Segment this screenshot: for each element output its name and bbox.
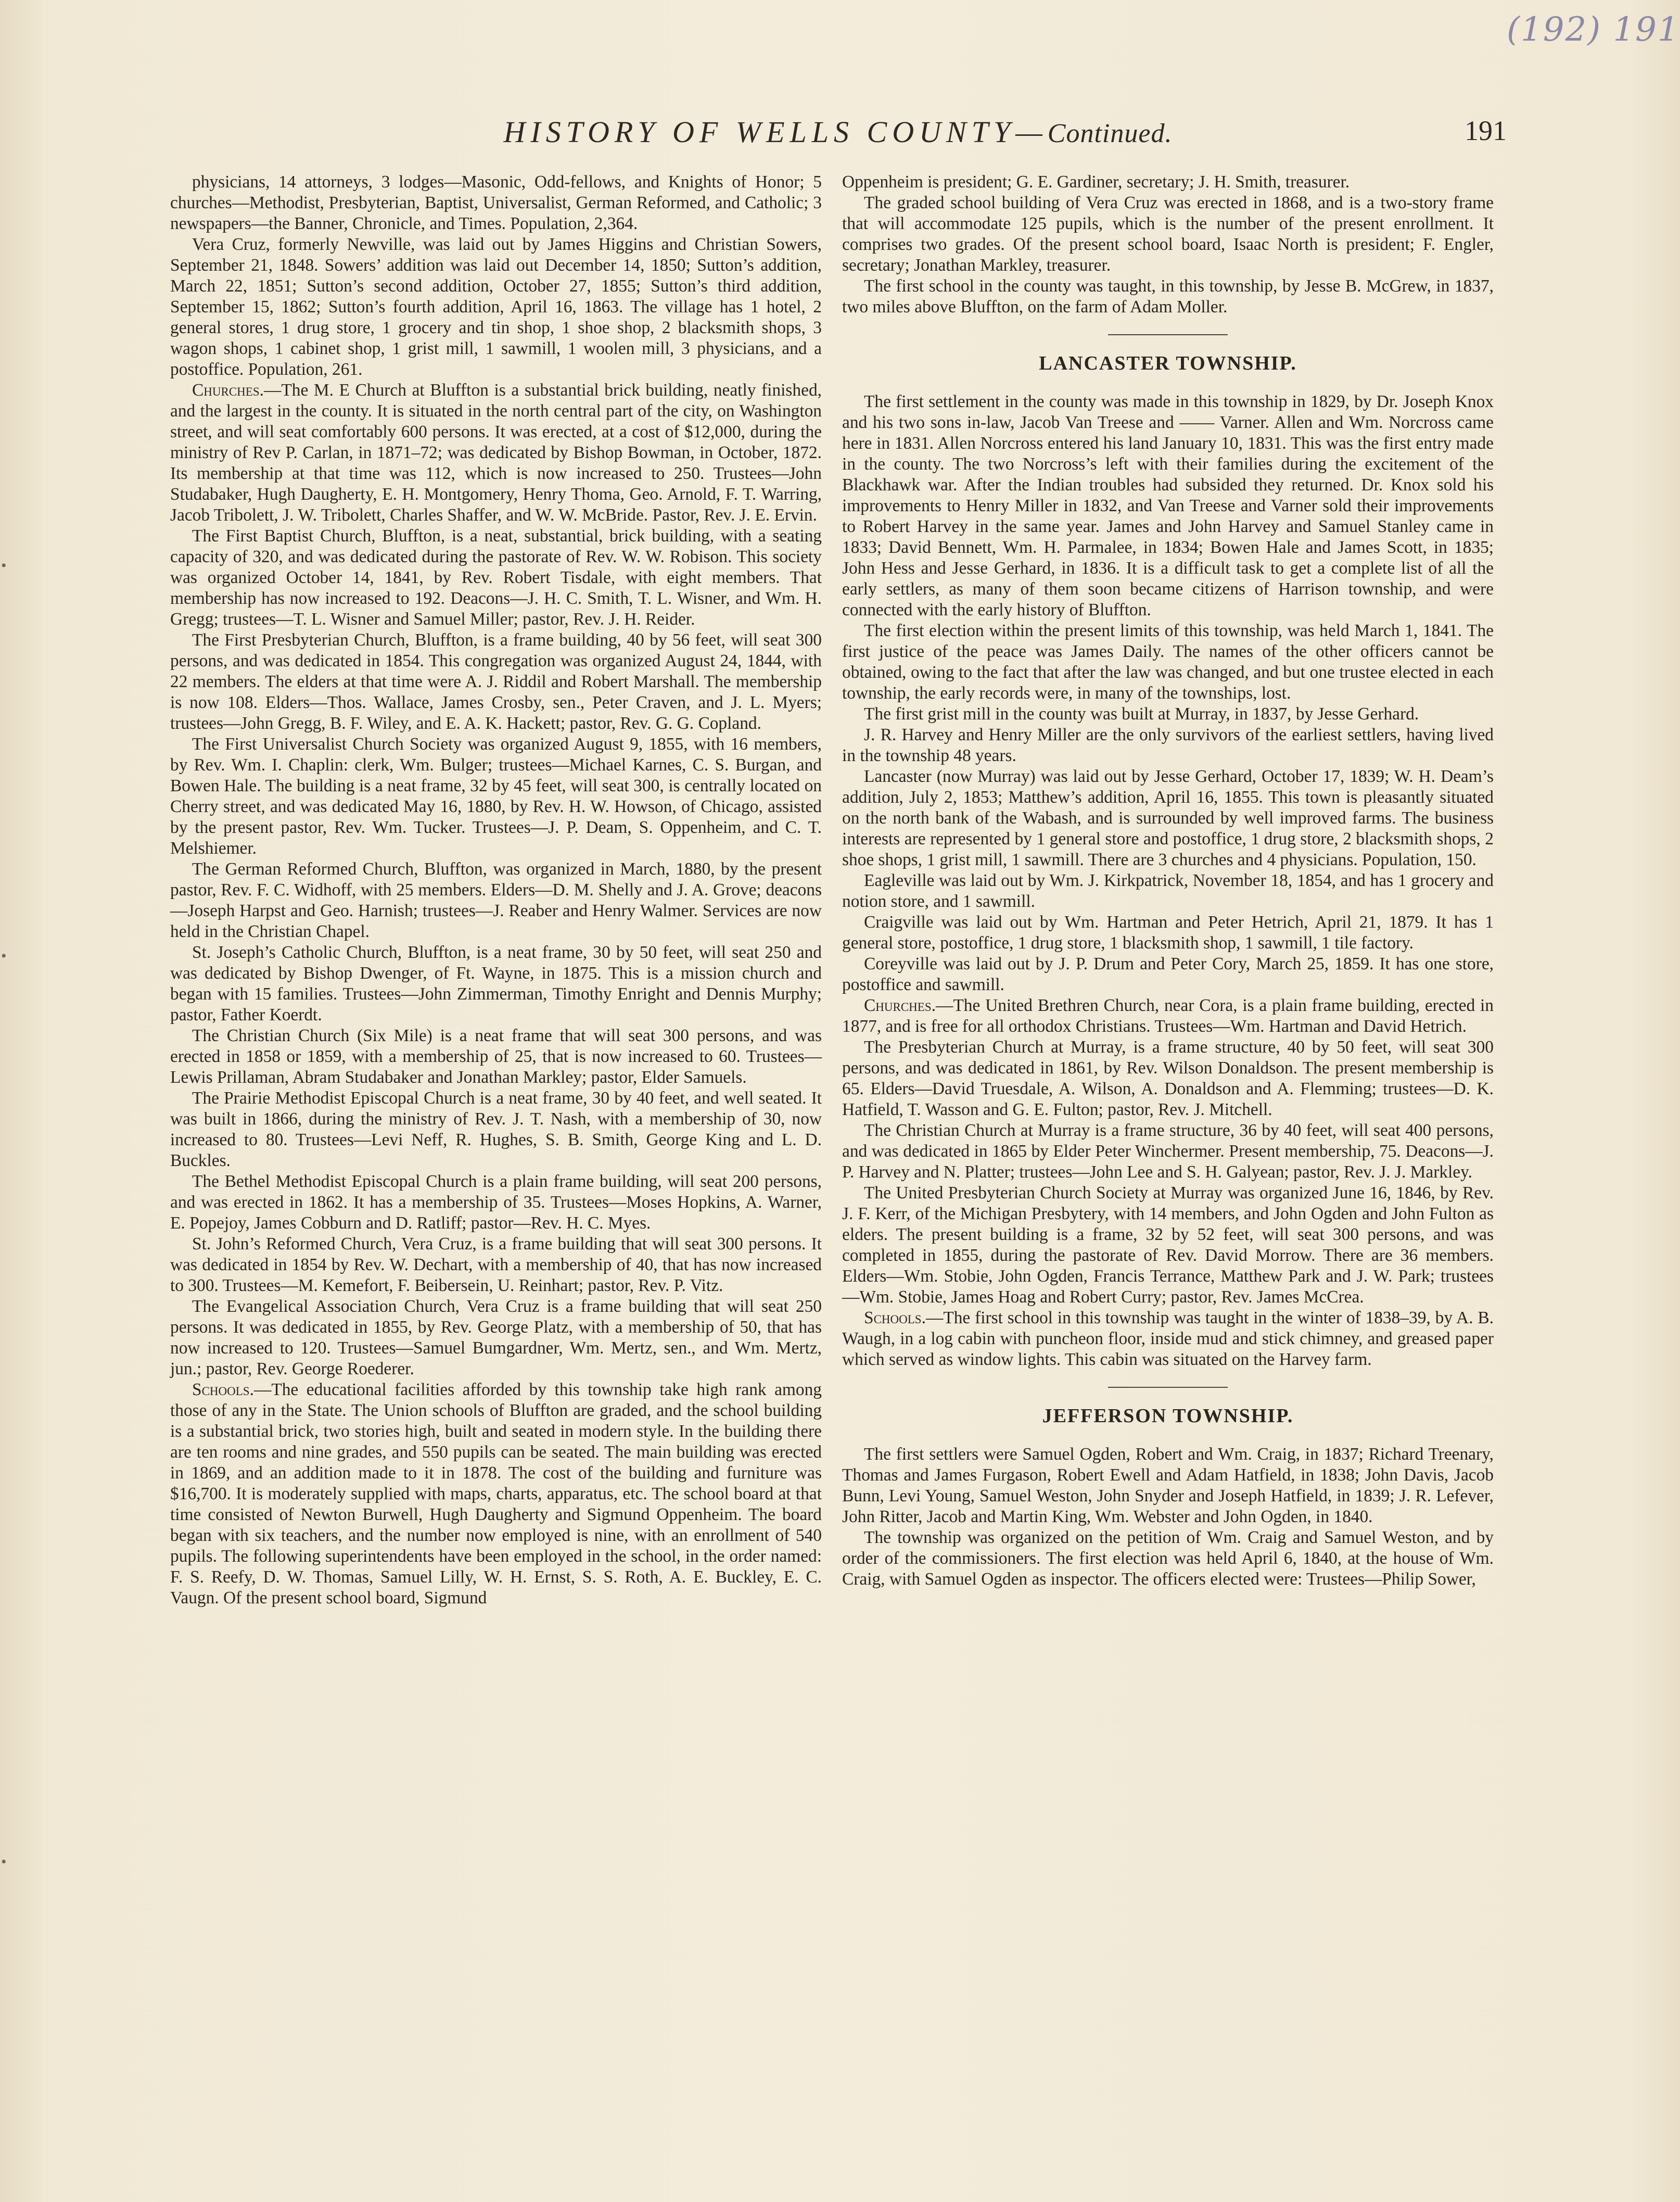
paragraph-text: Vera Cruz, formerly Newville, was laid out by James Higgins and Christian Sowers, September 21, 1848. Sowers’ addition was laid out December 14, 1850; Sutton’s addition, March 22, 1851; Sutton’s second addition, October 27, 1855; Sutton’s third addition, September 15, 1862; Sutton’s fourth addition, April 16, 1863. The village has 1 hotel, 2 general stores, 1 drug store, 1 grocery and tin shop, 1 shoe shop, 2 blacksmith shops, 3 wagon shops, 1 cabinet shop, 1 grist mill, 1 sawmill, 1 woolen mill, 3 physicians, and a postoffice. Population, 261. <box>170 235 822 379</box>
margin-mark: • <box>1 1853 7 1870</box>
right-column-continuation <box>842 172 1494 318</box>
paragraph <box>842 621 1494 704</box>
margin-mark: • <box>1 947 7 965</box>
margin-mark: • <box>1 557 7 574</box>
paragraph <box>842 1308 1494 1370</box>
paragraph-text: J. R. Harvey and Henry Miller are the only survivors of the earliest settlers, having lived in the township 48 years. <box>842 725 1494 765</box>
paragraph <box>842 1037 1494 1120</box>
paragraph-text: The German Reformed Church, Bluffton, was organized in March, 1880, by the present pastor, Rev. F. C. Widhoff, with 25 members. Elders—D. M. Shelly and J. A. Grove; deacons—Joseph Harpst and Geo. Harnish; trustees—J. Reaber and Henry Walmer. Services are now held in the Christian Chapel. <box>170 859 822 941</box>
paragraph <box>170 234 822 380</box>
paragraph-text: —The educational facilities afforded by this township take high rank among those of any in the State. The Union schools of Bluffton are graded, and the school building is a substantial brick, two stories high, built and seated in modern style. In the building there are ten rooms and nine grades, and 550 pupils can be seated. The main building was erected in 1869, and an addition made to it in 1878. The cost of the building and furniture was $16,700. It is moderately supplied with maps, charts, apparatus, etc. The school board at that time consisted of Newton Burwell, Hugh Daugherty and Sigmund Oppenheim. The board began with six teachers, and the number now employed is nine, with an enrollment of 540 pupils. The following superintendents have been employed in the school, in the order named: F. S. Reefy, D. W. Thomas, Samuel Lilly, W. H. Ernst, S. S. Roth, A. E. Buckley, E. C. Vaugn. Of the present school board, Sigmund <box>170 1380 822 1608</box>
running-title <box>169 115 1507 149</box>
paragraph <box>842 766 1494 870</box>
paragraph <box>842 1120 1494 1183</box>
paragraph-text: Craigville was laid out by Wm. Hartman and Peter Hetrich, April 21, 1879. It has 1 general store, postoffice, 1 drug store, 1 blacksmith shop, 1 sawmill, 1 tile factory. <box>842 913 1494 953</box>
jefferson-section <box>842 1444 1494 1590</box>
paragraph-text: St. John’s Reformed Church, Vera Cruz, is a frame building that will seat 300 persons. It was dedicated in 1854 by Rev. W. Dechart, with a membership of 40, that has now increased to 300. Trustees—M. Kemefort, F. Beibersein, U. Reinhart; pastor, Rev. P. Vitz. <box>170 1234 822 1295</box>
paragraph-text: Coreyville was laid out by J. P. Drum and Peter Cory, March 25, 1859. It has one store, postoffice and sawmill. <box>842 954 1494 994</box>
paragraph-text: —The United Brethren Church, near Cora, is a plain frame building, erected in 1877, and is free for all orthodox Christians. Trustees—Wm. Hartman and David Hetrich. <box>842 996 1494 1036</box>
paragraph-text: The Christian Church (Six Mile) is a neat frame that will seat 300 persons, and was erected in 1858 or 1859, with a membership of 25, that is now increased to 60. Trustees—Lewis Prillaman, Abram Studabaker and Jonathan Markley; pastor, Elder Samuels. <box>170 1026 822 1087</box>
paragraph <box>842 172 1494 193</box>
paragraph <box>170 734 822 859</box>
paragraph <box>170 1026 822 1088</box>
paragraph-text: The Bethel Methodist Episcopal Church is a plain frame building, will seat 200 persons, and was erected in 1862. It has a membership of 35. Trustees—Moses Hopkins, A. Warner, E. Popejoy, James Cobburn and D. Ratliff; pastor—Rev. H. C. Myes. <box>170 1172 822 1233</box>
paragraph <box>170 172 822 234</box>
right-column <box>842 172 1494 1590</box>
lancaster-section <box>842 391 1494 1370</box>
paragraph-text: The United Presbyterian Church Society at Murray was organized June 16, 1846, by Rev. J. F. Kerr, of the Michigan Presbytery, with 14 members, and John Ogden and John Fulton as elders. The present building is a frame, 32 by 52 feet, will seat 300 persons, and was completed in 1855, during the pastorate of Rev. David Morrow. There are 36 members. Elders—Wm. Stobie, John Ogden, Francis Terrance, Matthew Park and J. W. Park; trustees—Wm. Stobie, James Hoag and Robert Curry; pastor, Rev. James McCrea. <box>842 1183 1494 1307</box>
paragraph-text: St. Joseph’s Catholic Church, Bluffton, is a neat frame, 30 by 50 feet, will seat 250 and was dedicated by Bishop Dwenger, of Ft. Wayne, in 1875. This is a mission church and began with 15 families. Trustees—John Zimmerman, Timothy Enright and Dennis Murphy; pastor, Father Koerdt. <box>170 943 822 1024</box>
paragraph-text: The first school in the county was taught, in this township, by Jesse B. McGrew, in 1837, two miles above Bluffton, on the farm of Adam Moller. <box>842 276 1494 317</box>
section-divider <box>1108 334 1228 335</box>
paragraph <box>170 1296 822 1380</box>
paragraph-text: The first settlement in the county was made in this township in 1829, by Dr. Joseph Knox and his two sons in-law, Jacob Van Treese and —— Varner. Allen and Wm. Norcross came here in 1831. Allen Norcross entered his land January 10, 1831. This was the first entry made in the county. The two Norcross’s left with their families during the excitement of the Blackhawk war. After the Indian troubles had subsided they returned. Dr. Knox sold his improvements to Henry Miller in 1832, and Van Treese and Varner sold their improvements to Robert Harvey in the same year. James and John Harvey and Samuel Stanley came in 1833; David Bennett, Wm. H. Parmalee, in 1834; Bowen Hale and James Scott, in 1835; John Hess and Jesse Gerhard, in 1836. It is a difficult task to get a complete list of all the early settlers, as many of them soon became citizens of Harrison township, and were connected with the early history of Bluffton. <box>842 392 1494 619</box>
paragraph <box>842 704 1494 725</box>
paragraph-text: The First Presbyterian Church, Bluffton, is a frame building, 40 by 56 feet, will seat 300 persons, and was dedicated in 1854. This congregation was organized August 24, 1844, with 22 members. The elders at that time were A. J. Riddil and Robert Marshall. The membership is now 108. Elders—Thos. Wallace, James Crosby, sen., Peter Craven, and J. L. Myers; trustees—John Gregg, B. F. Wiley, and E. A. K. Hackett; pastor, Rev. G. G. Copland. <box>170 630 822 733</box>
section-divider <box>1108 1387 1228 1388</box>
paragraph-text: The Evangelical Association Church, Vera Cruz is a frame building that will seat 250 persons. It was dedicated in 1855, by Rev. George Platz, with a membership of 50, that has now increased to 120. Trustees—Samuel Bumgardner, Wm. Mertz, sen., and Wm. Mertz, jun.; pastor, Rev. George Roederer. <box>170 1297 822 1378</box>
paragraph <box>170 859 822 942</box>
paragraph-text: The first election within the present limits of this township, was held March 1, 1841. The first justice of the peace was James Daily. The names of the other officers cannot be obtained, owing to the fact that after the law was changed, and but one trustee elected in each township, the early records were, in many of the townships, lost. <box>842 621 1494 703</box>
paragraph <box>170 1171 822 1234</box>
paragraph <box>170 630 822 734</box>
paragraph <box>842 391 1494 621</box>
paragraph <box>170 380 822 526</box>
paragraph-lead: Schools. <box>192 1380 254 1399</box>
paragraph <box>842 1527 1494 1590</box>
paragraph <box>842 912 1494 954</box>
paragraph <box>842 1444 1494 1527</box>
paragraph <box>170 1088 822 1171</box>
page-number: 191 <box>1465 115 1507 146</box>
section-heading-lancaster: LANCASTER TOWNSHIP. <box>1039 352 1297 374</box>
paragraph-text: The township was organized on the petition of Wm. Craig and Samuel Weston, and by order of the commissioners. The first election was held April 6, 1840, at the house of Wm. Craig, with Samuel Ogden as inspector. The officers elected were: Trustees—Philip Sower, <box>842 1528 1494 1589</box>
paragraph-lead: Churches. <box>192 381 264 400</box>
left-column <box>170 172 822 1609</box>
paragraph-text: The Prairie Methodist Episcopal Church is a neat frame, 30 by 40 feet, and well seated. It was built in 1866, during the ministry of Rev. J. T. Nash, with a membership of 30, now increased to 80. Trustees—Levi Neff, R. Hughes, S. B. Smith, George King and L. D. Buckles. <box>170 1089 822 1170</box>
paragraph-text: The Christian Church at Murray is a frame structure, 36 by 40 feet, will seat 400 persons, and was dedicated in 1865 by Elder Peter Winchermer. Present membership, 75. Deacons—J. P. Harvey and N. Platter; trustees—John Lee and S. H. Galyean; pastor, Rev. J. J. Markley. <box>842 1121 1494 1182</box>
paragraph <box>170 942 822 1026</box>
paragraph-text: The First Baptist Church, Bluffton, is a neat, substantial, brick building, with a seating capacity of 320, and was dedicated during the pastorate of Rev. W. W. Robison. This society was organized October 14, 1841, by Rev. Robert Tisdale, with eight members. That membership has now increased to 192. Deacons—J. H. C. Smith, T. L. Wisner, and Wm. H. Gregg; trustees—T. L. Wisner and Samuel Miller; pastor, Rev. J. H. Reider. <box>170 526 822 629</box>
paragraph-text: —The first school in this township was taught in the winter of 1838–39, by A. B. Waugh, in a log cabin with puncheon floor, inside mud and stick chimney, and greased paper which served as window lights. This cabin was situated on the Harvey farm. <box>842 1308 1494 1369</box>
section-heading-jefferson: JEFFERSON TOWNSHIP. <box>1042 1405 1294 1427</box>
paragraph-text: —The M. E Church at Bluffton is a substantial brick building, neatly finished, and the largest in the county. It is situated in the north central part of the city, on Washington street, and will seat comfortably 600 persons. It was erected, at a cost of $12,000, during the ministry of Rev P. Carlan, in 1871–72; was dedicated by Bishop Bowman, in October, 1872. Its membership at that time was 112, which is now increased to 250. Trustees—John Studabaker, Hugh Daugherty, E. H. Montgomery, Henry Thoma, Geo. Arnold, F. T. Warring, Jacob Tribolett, J. W. Tribolett, Charles Shaffer, and W. W. McBride. Pastor, Rev. J. E. Ervin. <box>170 381 822 525</box>
running-title-main: HISTORY OF WELLS COUNTY— <box>503 115 1048 149</box>
paragraph <box>170 1380 822 1609</box>
paragraph-text: The graded school building of Vera Cruz was erected in 1868, and is a two-story frame that will accommodate 125 pupils, which is the number of the present enrollment. It comprises two grades. Of the present school board, Isaac North is president; F. Engler, secretary; Jonathan Markley, treasurer. <box>842 193 1494 275</box>
paragraph <box>842 276 1494 318</box>
paragraph-text: The first grist mill in the county was built at Murray, in 1837, by Jesse Gerhard. <box>864 704 1419 724</box>
running-title-continued: Continued. <box>1047 119 1173 148</box>
paragraph <box>842 725 1494 766</box>
paragraph <box>170 1234 822 1296</box>
paragraph-lead: Churches. <box>864 996 936 1015</box>
paragraph-text: Eagleville was laid out by Wm. J. Kirkpatrick, November 18, 1854, and has 1 grocery and notion store, and 1 sawmill. <box>842 871 1494 911</box>
paragraph <box>842 995 1494 1037</box>
pencil-page-note: (192) 191 <box>1507 10 1680 49</box>
paragraph <box>842 870 1494 912</box>
paragraph-text: The first settlers were Samuel Ogden, Robert and Wm. Craig, in 1837; Richard Treenary, Thomas and James Furgason, Robert Ewell and Adam Hatfield, in 1838; John Davis, Jacob Bunn, Levi Young, Samuel Weston, John Snyder and Joseph Hatfield, in 1839; J. R. Lefever, John Ritter, Jacob and Martin King, Wm. Webster and John Ogden, in 1840. <box>842 1445 1494 1526</box>
paragraph <box>170 526 822 630</box>
paragraph <box>842 193 1494 276</box>
page-header <box>169 115 1507 156</box>
paragraph <box>842 954 1494 995</box>
paragraph-text: physicians, 14 attorneys, 3 lodges—Masonic, Odd-fellows, and Knights of Honor; 5 churches—Methodist, Presbyterian, Baptist, Universalist, German Reformed, and Catholic; 3 newspapers—the Banner, Chronicle, and Times. Population, 2,364. <box>170 172 822 233</box>
paragraph-lead: Schools. <box>864 1308 926 1327</box>
paragraph-text: Oppenheim is president; G. E. Gardiner, secretary; J. H. Smith, treasurer. <box>842 172 1350 192</box>
paragraph <box>842 1183 1494 1308</box>
paragraph-text: Lancaster (now Murray) was laid out by Jesse Gerhard, October 17, 1839; W. H. Deam’s addition, July 2, 1853; Matthew’s addition, April 16, 1855. This town is pleasantly situated on the north bank of the Wabash, and is surrounded by well improved farms. The business interests are represented by 1 general store and postoffice, 1 drug store, 2 blacksmith shops, 2 shoe shops, 1 grist mill, 1 sawmill. There are 3 churches and 4 physicians. Population, 150. <box>842 767 1494 869</box>
paragraph-text: The First Universalist Church Society was organized August 9, 1855, with 16 members, by Rev. Wm. I. Chaplin: clerk, Wm. Bulger; trustees—Michael Karnes, C. S. Burgan, and Bowen Hale. The building is a neat frame, 32 by 45 feet, will seat 300, is centrally located on Cherry street, and was dedicated May 16, 1880, by Rev. H. W. Howson, of Chicago, assisted by the present pastor, Rev. Wm. Tucker. Trustees—J. P. Deam, S. Oppenheim, and C. T. Melshiemer. <box>170 735 822 858</box>
paragraph-text: The Presbyterian Church at Murray, is a frame structure, 40 by 50 feet, will seat 300 persons, and was dedicated in 1861, by Rev. Wilson Donaldson. The present membership is 65. Elders—David Truesdale, A. Wilson, A. Donaldson and A. Flemming; trustees—D. K. Hatfield, T. Wasson and G. E. Fulton; pastor, Rev. J. Mitchell. <box>842 1037 1494 1119</box>
